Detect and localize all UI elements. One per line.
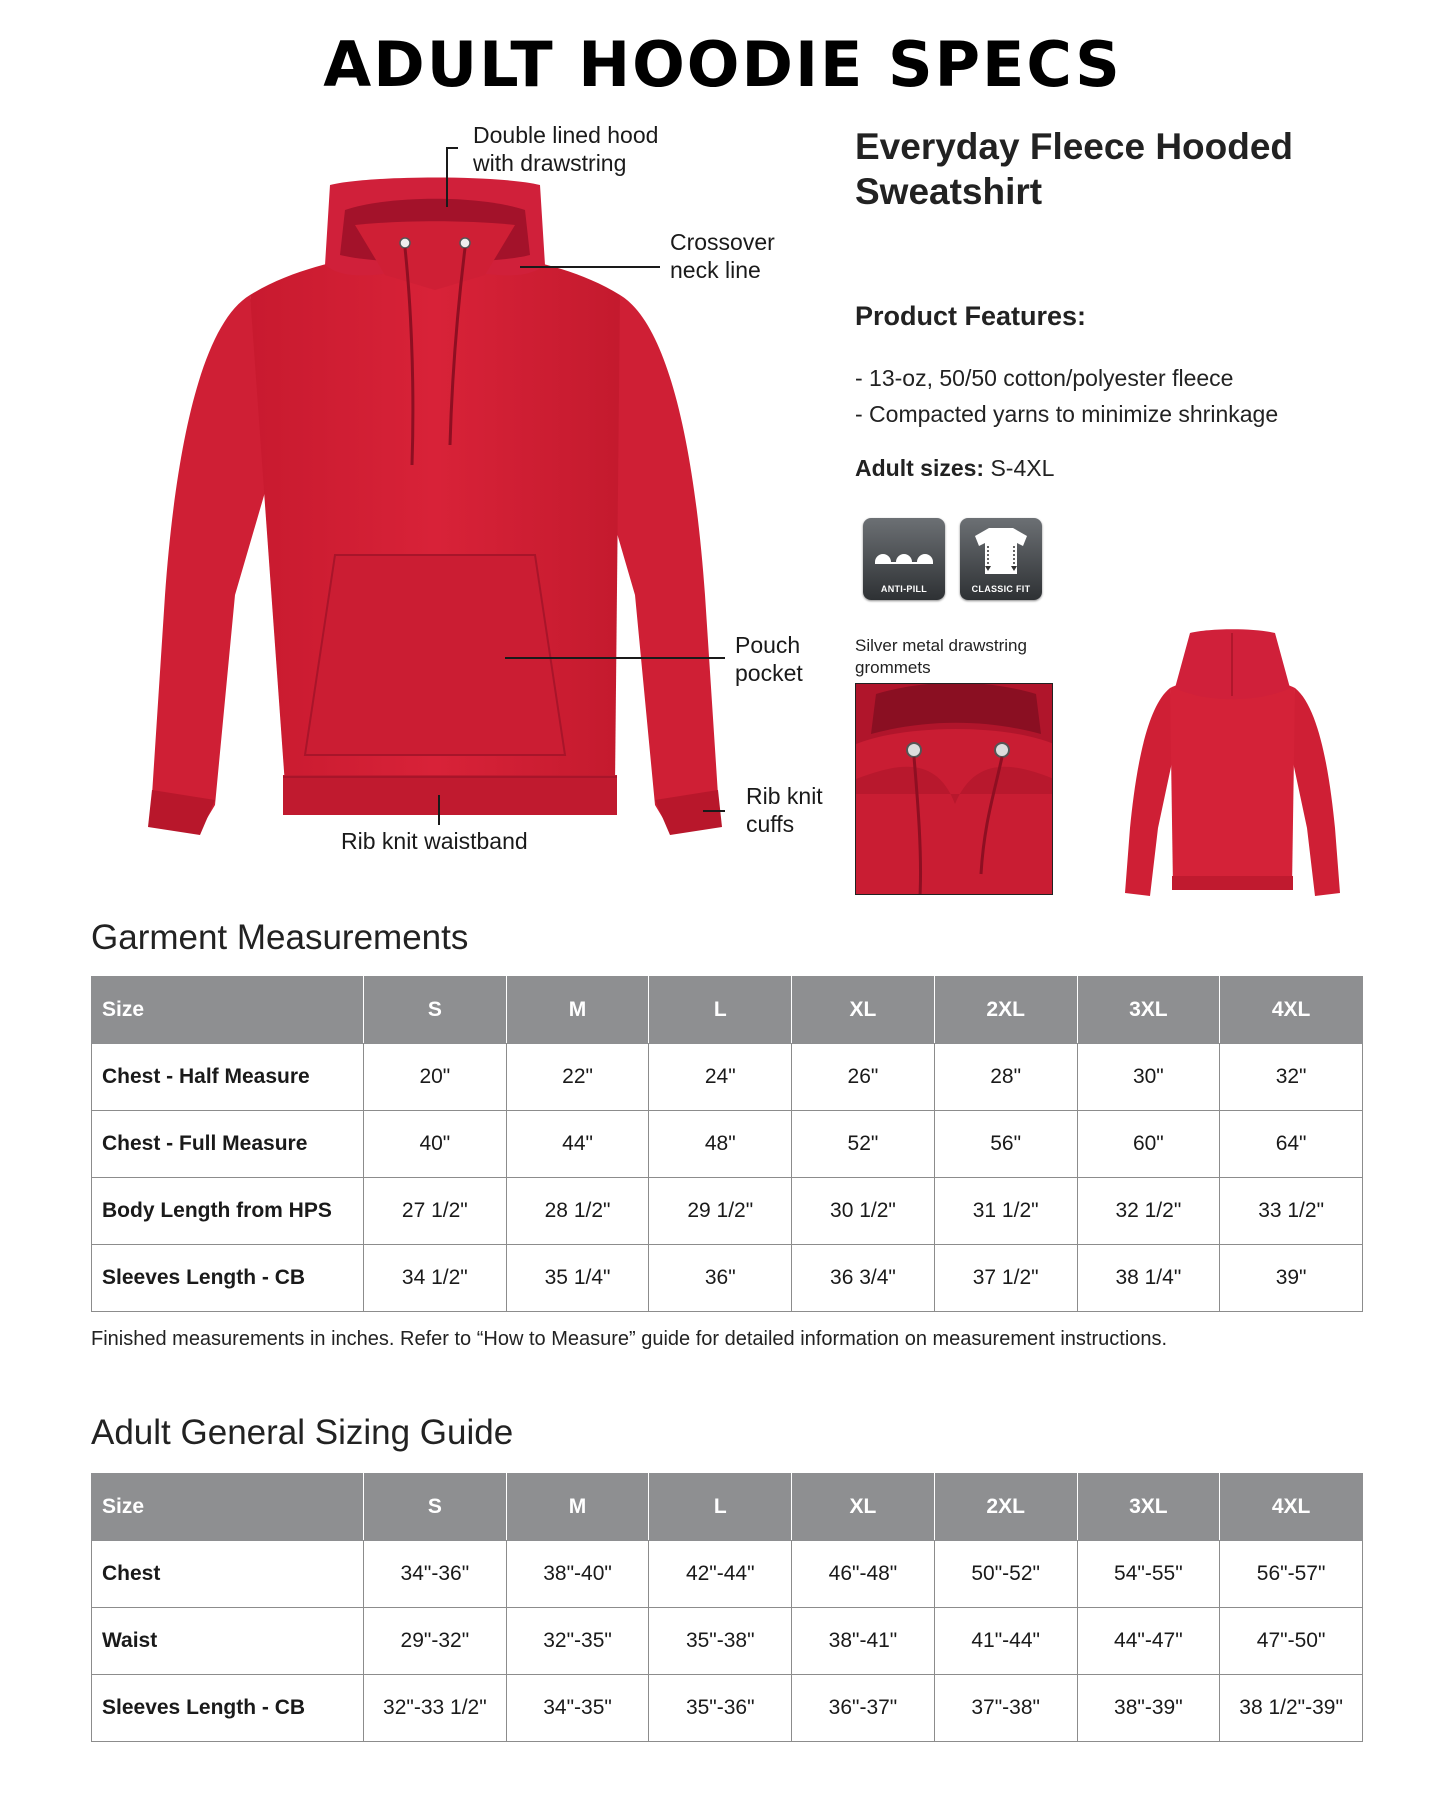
- features-list: [855, 360, 1278, 432]
- neck-callout: [670, 228, 775, 284]
- page-title: ADULT HOODIE SPECS: [323, 28, 1122, 101]
- table-cell: 40": [364, 1111, 507, 1178]
- row-label: Chest - Half Measure: [92, 1044, 364, 1111]
- column-header: 2XL: [934, 1474, 1077, 1541]
- table-cell: 56": [934, 1111, 1077, 1178]
- table-row: [92, 1608, 1363, 1675]
- garment-measurements-heading: Garment Measurements: [91, 918, 469, 957]
- hood-callout-line-tick: [446, 147, 458, 149]
- table-cell: 52": [792, 1111, 935, 1178]
- waistband-callout-line: [438, 795, 440, 825]
- feature-item: - Compacted yarns to minimize shrinkage: [855, 401, 1279, 427]
- product-title-line2: Sweatshirt: [855, 171, 1043, 212]
- column-header: 3XL: [1077, 977, 1220, 1044]
- hood-callout-line: [446, 147, 448, 207]
- table-cell: 38"-39": [1077, 1675, 1220, 1742]
- column-header: L: [649, 977, 792, 1044]
- table-row: [92, 1044, 1363, 1111]
- table-cell: 35 1/4": [506, 1245, 649, 1312]
- table-cell: 31 1/2": [934, 1178, 1077, 1245]
- classic-fit-icon: [973, 524, 1029, 576]
- table-cell: 32 1/2": [1077, 1178, 1220, 1245]
- table-cell: 22": [506, 1044, 649, 1111]
- table-cell: 37"-38": [934, 1675, 1077, 1742]
- hood-callout: [473, 121, 658, 177]
- table-cell: 36 3/4": [792, 1245, 935, 1312]
- neck-callout-line: [520, 266, 660, 268]
- cuffs-callout: [746, 782, 823, 838]
- grommet-closeup-image: [856, 684, 1053, 895]
- table-cell: 42"-44": [649, 1541, 792, 1608]
- row-label: Sleeves Length - CB: [92, 1675, 364, 1742]
- table-cell: 35"-38": [649, 1608, 792, 1675]
- cuffs-callout-line1: Rib knit: [746, 783, 823, 809]
- neck-callout-line2: neck line: [670, 257, 761, 283]
- column-header: M: [506, 1474, 649, 1541]
- column-header: XL: [792, 977, 935, 1044]
- table-cell: 34"-36": [364, 1541, 507, 1608]
- classic-fit-badge: [960, 518, 1042, 600]
- row-label: Chest - Full Measure: [92, 1111, 364, 1178]
- product-title: [855, 124, 1293, 214]
- feature-item: - 13-oz, 50/50 cotton/polyester fleece: [855, 365, 1234, 391]
- hoodie-front-illustration: [140, 175, 730, 850]
- table-cell: 34 1/2": [364, 1245, 507, 1312]
- column-header: S: [364, 977, 507, 1044]
- cuffs-callout-line2: cuffs: [746, 811, 795, 837]
- hoodie-back-illustration: [1120, 628, 1345, 903]
- pocket-callout-line1: Pouch: [735, 632, 801, 658]
- column-header: 2XL: [934, 977, 1077, 1044]
- column-header: Size: [92, 1474, 364, 1541]
- column-header: 4XL: [1220, 1474, 1363, 1541]
- column-header: M: [506, 977, 649, 1044]
- cuffs-callout-line: [703, 810, 725, 812]
- table-header-row: [92, 977, 1363, 1044]
- table-cell: 29 1/2": [649, 1178, 792, 1245]
- pocket-callout-line2: pocket: [735, 660, 803, 686]
- table-cell: 20": [364, 1044, 507, 1111]
- table-cell: 30": [1077, 1044, 1220, 1111]
- sizing-guide-table: [91, 1473, 1363, 1742]
- row-label: Sleeves Length - CB: [92, 1245, 364, 1312]
- adult-sizes-value: S-4XL: [984, 455, 1055, 481]
- adult-sizes-label: Adult sizes:: [855, 455, 985, 481]
- table-cell: 32": [1220, 1044, 1363, 1111]
- table-cell: 26": [792, 1044, 935, 1111]
- table-cell: 24": [649, 1044, 792, 1111]
- pocket-callout: [735, 631, 803, 687]
- table-cell: 64": [1220, 1111, 1363, 1178]
- table-cell: 34"-35": [506, 1675, 649, 1742]
- column-header: S: [364, 1474, 507, 1541]
- table-cell: 56"-57": [1220, 1541, 1363, 1608]
- table-cell: 38"-41": [792, 1608, 935, 1675]
- grommet-closeup-photo: [855, 683, 1053, 895]
- neck-callout-line1: Crossover: [670, 229, 775, 255]
- row-label: Waist: [92, 1608, 364, 1675]
- table-cell: 44"-47": [1077, 1608, 1220, 1675]
- adult-sizes: [855, 455, 1054, 482]
- table-cell: 38 1/4": [1077, 1245, 1220, 1312]
- grommet-caption: [855, 635, 1027, 679]
- table-cell: 38"-40": [506, 1541, 649, 1608]
- table-cell: 44": [506, 1111, 649, 1178]
- table-cell: 41"-44": [934, 1608, 1077, 1675]
- table-row: [92, 1675, 1363, 1742]
- column-header: L: [649, 1474, 792, 1541]
- column-header: 4XL: [1220, 977, 1363, 1044]
- table-row: [92, 1111, 1363, 1178]
- table-cell: 30 1/2": [792, 1178, 935, 1245]
- table-cell: 36"-37": [792, 1675, 935, 1742]
- table-row: [92, 1178, 1363, 1245]
- table-header-row: [92, 1474, 1363, 1541]
- measurement-footnote: Finished measurements in inches. Refer to “How to Measure” guide for detailed information on measurement instructions.: [91, 1328, 1168, 1350]
- grommet-caption-line1: Silver metal drawstring: [855, 636, 1027, 655]
- grommet-caption-line2: grommets: [855, 658, 931, 677]
- features-heading: Product Features:: [855, 301, 1087, 331]
- row-label: Body Length from HPS: [92, 1178, 364, 1245]
- table-cell: 27 1/2": [364, 1178, 507, 1245]
- column-header: Size: [92, 977, 364, 1044]
- table-cell: 33 1/2": [1220, 1178, 1363, 1245]
- column-header: 3XL: [1077, 1474, 1220, 1541]
- column-header: XL: [792, 1474, 935, 1541]
- row-label: Chest: [92, 1541, 364, 1608]
- table-cell: 29"-32": [364, 1608, 507, 1675]
- table-cell: 46"-48": [792, 1541, 935, 1608]
- table-cell: 47"-50": [1220, 1608, 1363, 1675]
- waistband-callout: Rib knit waistband: [341, 828, 528, 854]
- pocket-callout-line: [505, 657, 725, 659]
- anti-pill-icon: [873, 540, 935, 566]
- table-cell: 28 1/2": [506, 1178, 649, 1245]
- product-title-line1: Everyday Fleece Hooded: [855, 126, 1294, 167]
- table-cell: 32"-33 1/2": [364, 1675, 507, 1742]
- table-cell: 54"-55": [1077, 1541, 1220, 1608]
- sizing-guide-heading: Adult General Sizing Guide: [91, 1413, 514, 1452]
- hood-callout-line2: with drawstring: [473, 150, 627, 176]
- table-cell: 48": [649, 1111, 792, 1178]
- table-cell: 38 1/2"-39": [1220, 1675, 1363, 1742]
- table-cell: 32"-35": [506, 1608, 649, 1675]
- anti-pill-label: ANTI-PILL: [880, 584, 928, 594]
- classic-fit-label: CLASSIC FIT: [971, 584, 1031, 594]
- table-row: [92, 1245, 1363, 1312]
- table-cell: 35"-36": [649, 1675, 792, 1742]
- hood-callout-line1: Double lined hood: [473, 122, 659, 148]
- table-row: [92, 1541, 1363, 1608]
- garment-measurements-table: [91, 976, 1363, 1312]
- table-cell: 50"-52": [934, 1541, 1077, 1608]
- table-cell: 60": [1077, 1111, 1220, 1178]
- table-cell: 37 1/2": [934, 1245, 1077, 1312]
- anti-pill-badge: [863, 518, 945, 600]
- table-cell: 28": [934, 1044, 1077, 1111]
- table-cell: 39": [1220, 1245, 1363, 1312]
- table-cell: 36": [649, 1245, 792, 1312]
